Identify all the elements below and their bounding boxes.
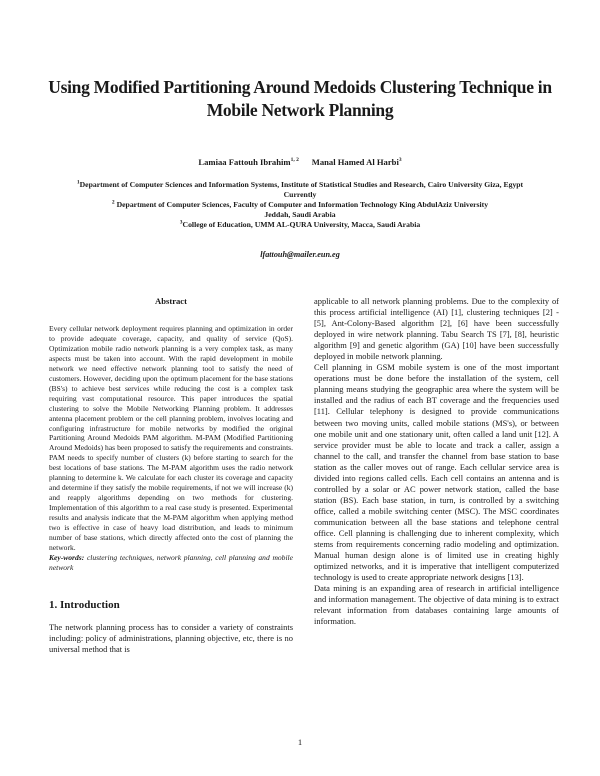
paragraph-data-mining: Data mining is an expanding area of research in artificial intelligence and information management. The objective of data mining is to extract relevant information from databases containing large amounts of information.: [314, 583, 559, 627]
affiliation-3: $^3$College of Education, UMM AL-QURA University, Macca, Saudi Arabia: [179, 219, 421, 229]
author-email: lfattouh@mailer.eun.eg: [260, 250, 340, 259]
abstract-text: Every cellular network deployment requires planning and optimization in order to provide adequate coverage, capacity, and quality of service (QoS). Optimization mobile radio network planning is a very complex task, as many aspects must be taken into account. With the rapid development in mobile network we need effective network planning tool to satisfy the need of customers. However, deciding upon the optimum placement for the base stations (BS's) to achieve best services while reducing the cost is a complex task requiring vast computational resource. This paper introduces the spatial clustering to solve the Mobile Networking Planning problem. It addresses antenna placement problem or the cell planning problem, involves locating and configuring infrastructure for mobile networks by modified the original Partitioning Around Medoids PAM algorithm. M-PAM (Modified Partitioning Around Medoids) has been proposed to satisfy the requirements and constraints. PAM needs to specify number of clusters (k) before starting to search for the best locations of base stations. The M-PAM algorithm uses the radio network planning to determine k. We calculate for each cluster its coverage and capacity and determine if they satisfy the mobile requirements, if not we will increase (k) and reapply algorithms depending on two methods for clustering. Implementation of this algorithm to a real case study is presented. Experimental results and analysis indicate that the M-PAM algorithm when applying method two is effective in case of heavy load distribution, and leads to minimum number of base stations, which directly affected onto the cost of planning the network.: [49, 324, 293, 552]
affiliation-1-note: Currently: [283, 189, 317, 199]
affiliation-2-city: Jeddah, Saudi Arabia: [264, 209, 336, 219]
paragraph-cell-planning: Cell planning in GSM mobile system is one of the most important operations must be done before the installation of the system, cell planning means studying the geographic area where the system will be installed and the radius of each BT coverage and the frequencies used [11]. Cellular telephony is designed to provide communications between two moving units, called mobile stations (MS's), or between one mobile unit and one stationary unit, often called a land unit [12]. A service provider must be able to locate and track a caller, assign a channel to the call, and transfer the channel from base station to base station as the caller moves out of range. Each cellular service area is divided into regions called cells. Each cell contains an antenna and is controlled by a solar or AC power network station, called the base station (BS). Each base station, in turn, is controlled by a switching office, called a mobile switching center (MSC). The MSC coordinates communication between all the base stations and telephone central office. Cell planning is challenging due to inherent complexity, which stems from requirements concerning radio modeling and optimization. Manual human design alone is of limited use in creating highly optimized networks, and it is imperative that intelligent computerized technology is used to create appropriate network designs [13].: [314, 362, 559, 583]
right-column: [314, 296, 559, 627]
section-heading-introduction: 1. Introduction: [49, 598, 120, 611]
paper-title: Using Modified Partitioning Around Medoids Clustering Technique in Mobile Network Planning: [48, 77, 552, 120]
keywords: [49, 553, 293, 573]
author-2-name: Manal Hamed Al Harbi: [311, 157, 399, 167]
affiliations: [40, 180, 560, 230]
author-1-name: Lamiaa Fattouh Ibrahim: [198, 157, 291, 167]
affiliation-1: $^1$Department of Computer Sciences and Information Systems, Institute of Statistical Studies and Research, Cairo University Giza, Egypt: [76, 179, 524, 189]
keywords-text: clustering techniques, network planning, cell planning and mobile network: [49, 552, 293, 572]
paragraph-methods: applicable to all network planning problems. Due to the complexity of this process artificial intelligence (AI) [1], clustering techniques [2] - [5], Ant-Colony-Based algorithm [2], [6] have been successfully deployed in wire network planning. Tabu Search TS [7], [8], heuristic algorithm [9] and genetic algorithm (GA) [10] have been successfully deployed in mobile network planning.: [314, 296, 559, 362]
left-column: [49, 296, 293, 655]
author-line: [40, 157, 560, 167]
introduction-text: The network planning process has to consider a variety of constraints including: policy of administrations, planning objective, etc, there is no universal method that is: [49, 621, 293, 655]
author-2-sup: 3: [398, 157, 402, 164]
page-number: 1: [297, 737, 303, 747]
keywords-label: Key-words:: [49, 552, 85, 562]
abstract-heading: Abstract: [155, 296, 187, 306]
author-1-sup: 1, 2: [290, 157, 299, 164]
affiliation-2: $^2$ Department of Computer Sciences, Faculty of Computer and Information Technology King AbdulAziz University: [111, 199, 489, 209]
